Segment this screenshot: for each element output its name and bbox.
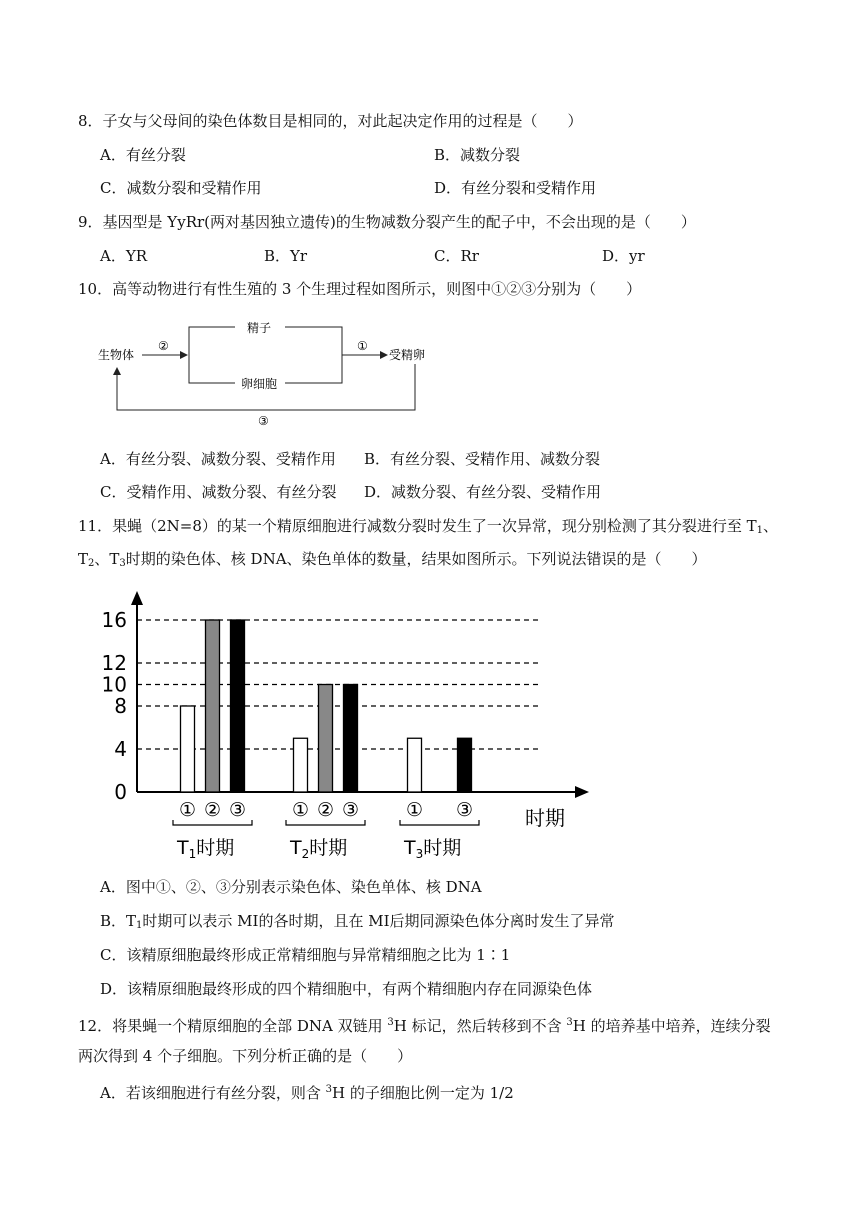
y-tick-label: 4 xyxy=(114,737,127,761)
series-marker: ③ xyxy=(341,799,360,821)
y-tick-label: 12 xyxy=(101,651,127,675)
bar-1-② xyxy=(206,620,220,792)
mark-1-label: ① xyxy=(357,339,368,353)
series-marker: ② xyxy=(316,799,335,821)
q10-option-b: B．有丝分裂、受精作用、减数分裂 xyxy=(364,450,601,468)
y-axis-arrowhead xyxy=(131,591,143,605)
q11-option-b-text: 时期可以表示 MⅠ的各时期，且在 MⅠ后期同源染色体分离时发生了异常 xyxy=(142,912,615,930)
q11-option-d xyxy=(100,979,592,999)
q12-option-a-sup: 3 xyxy=(325,1084,332,1095)
series-marker: ③ xyxy=(455,799,474,821)
bar-2-③ xyxy=(344,685,358,793)
q11-option-c xyxy=(100,945,510,965)
q12-stem-text: H 标记，然后转移到不含 xyxy=(393,1017,567,1035)
q11-stem-sub: 3 xyxy=(119,558,126,569)
series-marker: ③ xyxy=(228,799,247,821)
q12-option-a-text: H 的子细胞比例一定为 1/2 xyxy=(331,1084,514,1102)
q12-stem-line2: 两次得到 4 个子细胞。下列分析正确的是（ ） xyxy=(78,1047,413,1065)
organism-label: 生物体 xyxy=(98,348,135,362)
q11-option-b-sub: 1 xyxy=(136,920,143,931)
q10-stem: 10．高等动物进行有性生殖的 3 个生理过程如图所示，则图中①②③分别为（ ） xyxy=(78,280,642,298)
q9-stem: 9．基因型是 YyRr(两对基因独立遗传)的生物减数分裂产生的配子中，不会出现的是（ ） xyxy=(78,213,696,231)
q12-option-a-text: A．若该细胞进行有丝分裂，则含 xyxy=(100,1084,326,1102)
series-marker: ① xyxy=(178,799,197,821)
bar-1-① xyxy=(181,706,195,792)
q11-stem-line2 xyxy=(78,549,707,574)
split-box xyxy=(189,327,342,383)
q11-option-a xyxy=(100,877,482,897)
series-marker: ① xyxy=(405,799,424,821)
q12-stem-text: H 的培养基中培养，连续分裂 xyxy=(572,1017,771,1035)
q11-stem-text: T xyxy=(78,550,89,568)
group-label: $T_1$时期 xyxy=(177,837,235,860)
q8-option-a: A．有丝分裂 xyxy=(100,146,186,164)
series-marker: ② xyxy=(203,799,222,821)
q11-stem-text: 、T xyxy=(94,550,120,568)
group-label: $T_2$时期 xyxy=(290,837,348,860)
group-label: $T_3$时期 xyxy=(404,837,462,860)
q10-option-d: D．减数分裂、有丝分裂、受精作用 xyxy=(364,483,602,501)
y-tick-label: 10 xyxy=(101,672,127,697)
q11-option-d-text: D．该精原细胞最终形成的四个精细胞中，有两个精细胞内存在同源染色体 xyxy=(100,980,593,998)
bar-1-③ xyxy=(231,620,245,792)
chromosome-bar-chart xyxy=(95,585,615,860)
q8-stem: 8．子女与父母间的染色体数目是相同的，对此起决定作用的过程是（ ） xyxy=(78,112,583,130)
q11-stem-text: 11．果蝇（2N=8）的某一个精原细胞进行减数分裂时发生了一次异常，现分别检测了其分裂进行至 T xyxy=(78,517,757,535)
y-tick-label: 0 xyxy=(114,780,127,804)
x-axis-arrowhead xyxy=(575,786,589,798)
q11-stem-text: 、 xyxy=(763,517,779,535)
q11-stem-sub: 2 xyxy=(88,558,95,569)
q11-option-a-text: A．图中①、②、③分别表示染色体、染色单体、核 DNA xyxy=(100,878,482,896)
q11-option-c-text: C．该精原细胞最终形成正常精细胞与异常精细胞之比为 1∶1 xyxy=(100,946,511,964)
q12-stem-sup: 3 xyxy=(387,1017,394,1028)
zygote-label: 受精卵 xyxy=(389,348,426,362)
reproduction-diagram xyxy=(95,312,445,432)
q9-option-a: A．YR xyxy=(100,247,148,265)
q8-option-d: D．有丝分裂和受精作用 xyxy=(434,179,597,197)
q12-stem-line1 xyxy=(78,1013,771,1036)
q11-option-b-text: B．T xyxy=(100,912,137,930)
bar-2-② xyxy=(319,685,333,793)
bar-2-① xyxy=(294,738,308,792)
q9-option-d: D．yr xyxy=(602,247,645,265)
q8-option-c: C．减数分裂和受精作用 xyxy=(100,179,262,197)
q11-stem-text: 时期的染色体、核 DNA、染色单体的数量，结果如图所示。下列说法错误的是（ ） xyxy=(125,550,707,568)
bar-3-① xyxy=(408,738,422,792)
x-axis-label: 时期 xyxy=(525,806,565,830)
q9-option-b: B．Yr xyxy=(264,247,308,265)
q12-option-a xyxy=(100,1080,514,1103)
q10-option-c: C．受精作用、减数分裂、有丝分裂 xyxy=(100,483,337,501)
q11-stem-sub: 1 xyxy=(756,525,764,536)
q10-option-a: A．有丝分裂、减数分裂、受精作用 xyxy=(100,450,336,468)
q8-option-b: B．减数分裂 xyxy=(434,146,521,164)
series-marker: ① xyxy=(291,799,310,821)
q12-stem-text: 12．将果蝇一个精原细胞的全部 DNA 双链用 xyxy=(78,1017,388,1035)
q11-stem-line1 xyxy=(78,516,778,541)
mark-2-label: ② xyxy=(158,339,169,353)
q12-stem-sup: 3 xyxy=(566,1017,573,1028)
y-tick-label: 8 xyxy=(114,694,127,718)
y-tick-label: 16 xyxy=(101,608,127,632)
egg-label: 卵细胞 xyxy=(241,377,278,391)
sperm-label: 精子 xyxy=(247,321,272,335)
q11-option-b xyxy=(100,911,615,936)
mark-3-label: ③ xyxy=(258,414,269,428)
bar-3-③ xyxy=(458,738,472,792)
q9-option-c: C．Rr xyxy=(434,247,479,265)
